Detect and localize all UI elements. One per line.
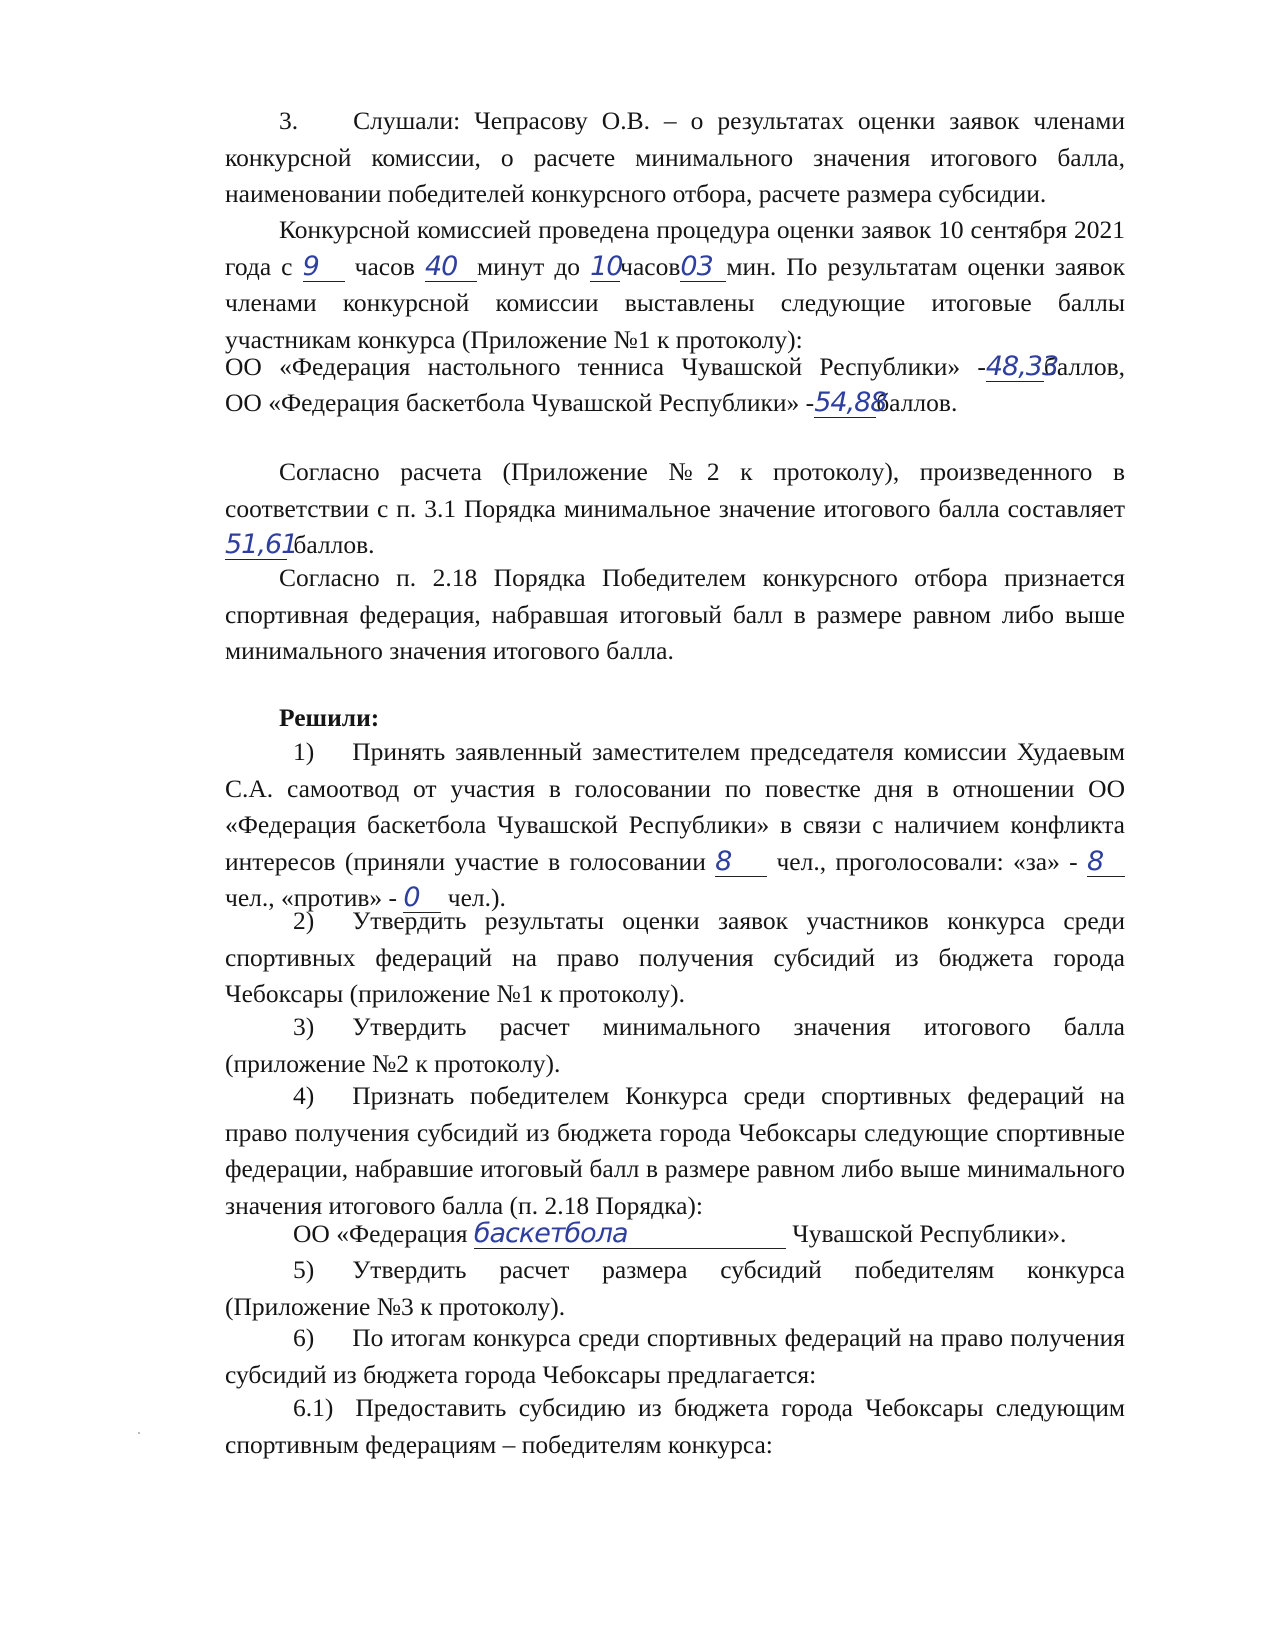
decision-6-number: 6): [293, 1323, 315, 1352]
org1-tail: баллов,: [1043, 352, 1125, 381]
rule-paragraph: [225, 560, 1125, 670]
handwritten-hour-start: [302, 250, 345, 282]
handwritten-winner-sport: [474, 1220, 786, 1249]
calculation-tail: баллов.: [293, 530, 375, 559]
decision-6: [225, 1320, 1125, 1393]
org1-score-line: [225, 349, 1125, 386]
votes-for-value: 8: [1087, 845, 1104, 877]
decision-2-number: 2): [293, 906, 315, 935]
calculation-paragraph: [225, 454, 1125, 564]
rule-text: Согласно п. 2.18 Порядка Победителем конкурсного отбора признается спортивная федерация, набравшая итоговый балл в размере равном либо выше минимального значения итогового балла.: [225, 563, 1125, 665]
winner-suffix: Чувашской Республики».: [792, 1219, 1067, 1248]
decision-5-number: 5): [293, 1255, 315, 1284]
decision-1-text-a: Принять заявленный заместителем председателя комиссии Худаевым С.А. самоотвод от участия в голосовании по повестке дня в отношении ОО «Федерация баскетбола Чувашской Республики» в связи с наличием конфликта интересов (приняли участие в голосовании: [225, 737, 1125, 876]
decision-4-number: 4): [293, 1081, 315, 1110]
decision-1-text-b: чел., проголосовали: «за» -: [776, 846, 1078, 876]
votes-total-value: 8: [715, 845, 732, 877]
winner-line: [225, 1216, 1125, 1253]
handwritten-score-2: [814, 387, 887, 418]
decided-heading: Решили:: [279, 703, 380, 732]
item-3-text: Слушали: Чепрасову О.В. – о результатах оценки заявок членами конкурсной комиссии, о расчете минимального значения итогового балла, наименовании победителей конкурсного отбора, расчете размера субсидии.: [225, 106, 1125, 208]
min-score-value: 51,61: [225, 529, 298, 560]
decision-1-number: 1): [293, 737, 315, 766]
item-3-number: 3.: [279, 106, 299, 135]
minute-end-value: 03: [680, 250, 713, 282]
org2-tail: баллов.: [876, 388, 958, 417]
scan-speck: [138, 1432, 140, 1434]
handwritten-votes-total: [715, 845, 767, 877]
decision-2: [225, 903, 1125, 1013]
decision-3: [225, 1009, 1125, 1082]
decision-3-text: Утвердить расчет минимального значения итогового балла (приложение №2 к протоколу).: [225, 1012, 1125, 1078]
hours-word: часов: [354, 251, 415, 281]
hour-start-value: 9: [302, 250, 319, 282]
evaluation-text-start: Конкурсной комиссией проведена процедура оценки заявок 10 сентября 2021 года с: [225, 215, 1125, 281]
decision-4: [225, 1078, 1125, 1224]
decision-6-1-text: Предоставить субсидию из бюджета города Чебоксары следующим спортивным федерациям – победителям конкурса:: [225, 1393, 1125, 1459]
minutes-to-word: минут до: [476, 251, 581, 281]
org1-name: ОО «Федерация настольного тенниса Чувашской Республики» -: [225, 352, 986, 381]
evaluation-text-end: мин. По результатам оценки заявок членами конкурсной комиссии выставлены следующие итоговые баллы участникам конкурса (Приложение №1 к протоколу):: [225, 251, 1126, 354]
hours-word-2: часов: [620, 251, 681, 281]
decision-1-text-c: чел., «против» -: [225, 883, 398, 912]
decision-6-1: [225, 1390, 1125, 1463]
org2-score-line: [225, 385, 1125, 422]
handwritten-minute-end: [680, 250, 726, 282]
winner-sport-value: баскетбола: [473, 1218, 628, 1249]
handwritten-votes-for: [1087, 845, 1125, 877]
org2-name: ОО «Федерация баскетбола Чувашской Республики» -: [225, 388, 815, 417]
decision-5: [225, 1252, 1125, 1325]
winner-prefix: ОО «Федерация: [293, 1219, 468, 1248]
minute-start-value: 40: [424, 250, 458, 282]
decision-1: [225, 734, 1125, 917]
votes-against-value: 0: [403, 882, 420, 913]
decision-5-text: Утвердить расчет размера субсидий победителям конкурса (Приложение №3 к протоколу).: [225, 1255, 1125, 1321]
hour-end-value: 10: [590, 250, 623, 282]
decision-1-text-d: чел.).: [447, 883, 506, 912]
calculation-text: Согласно расчета (Приложение №2 к протоколу), произведенного в соответствии с п. 3.1 Порядка минимальное значение итогового балла составляет: [225, 457, 1125, 523]
score-1-value: 48,33: [985, 351, 1059, 382]
decision-2-text: Утвердить результаты оценки заявок участников конкурса среди спортивных федераций на право получения субсидий из бюджета города Чебоксары (приложение №1 к протоколу).: [225, 906, 1125, 1008]
evaluation-paragraph: [225, 212, 1125, 358]
item-3-paragraph: [225, 103, 1125, 213]
decision-6-1-number: 6.1): [293, 1393, 334, 1422]
handwritten-min-score: [225, 529, 298, 560]
handwritten-hour-end: [590, 250, 623, 282]
decision-4-text: Признать победителем Конкурса среди спортивных федераций на право получения субсидий из бюджета города Чебоксары следующие спортивные федерации, набравшие итоговый балл в размере равном либо выше минимального значения итогового балла (п. 2.18 Порядка):: [225, 1081, 1125, 1220]
handwritten-minute-start: [424, 250, 477, 282]
handwritten-score-1: [985, 351, 1059, 382]
decision-6-text: По итогам конкурса среди спортивных федераций на право получения субсидий из бюджета города Чебоксары предлагается:: [225, 1323, 1125, 1389]
score-2-value: 54,88: [814, 387, 887, 418]
decision-3-number: 3): [293, 1012, 315, 1041]
